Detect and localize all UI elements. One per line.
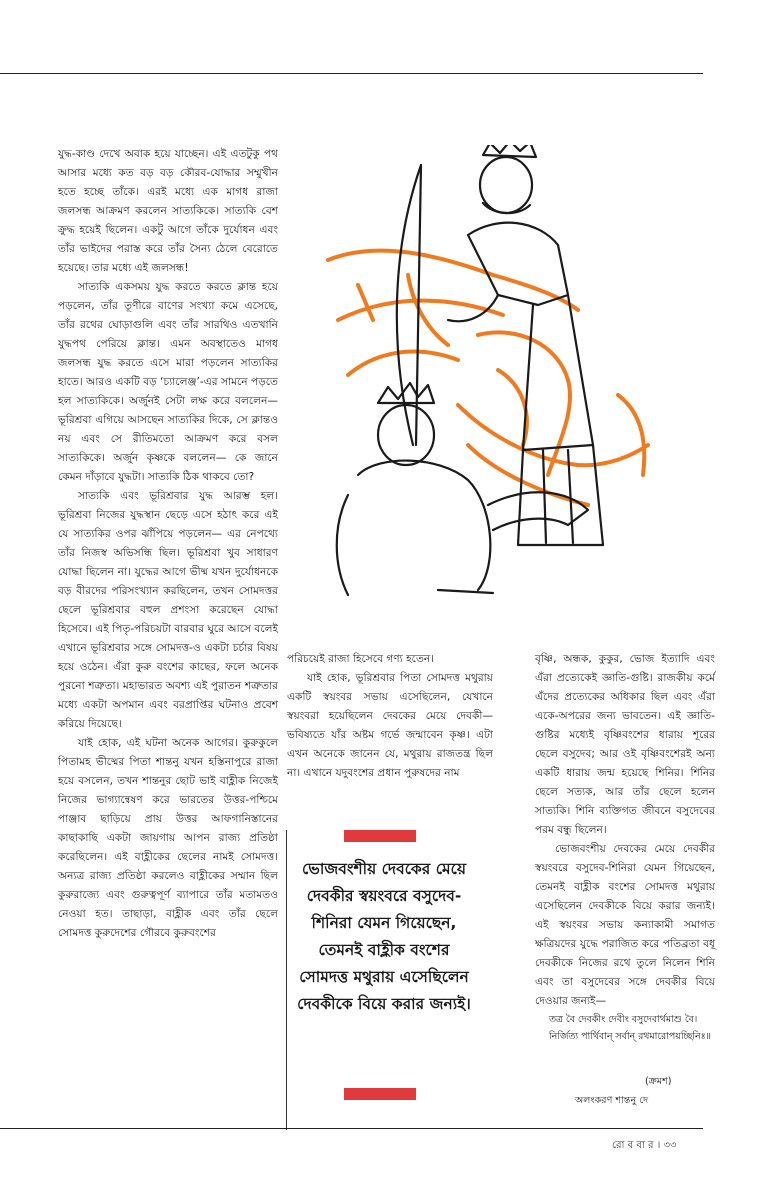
pull-quote-divider [286,830,287,1130]
article-column-3 [535,650,715,1045]
sanskrit-verse-line: নির্জিত্য পার্থিবান্‌ সর্বান্‌ রথমারোপয়চ্ছিনিঃ॥ [549,1031,711,1042]
pull-quote [286,830,474,1130]
paragraph: যাই হোক, এই ঘটনা অনেক আগের। কুরুকুলে পিতামহ ভীষ্মের পিতা শান্তনু যখন হস্তিনাপুরে রাজা হয়ে বসলেন, তখন শান্তনুর ছোট ভাই বাহ্লীক নিজেই নিজের ভাগ্যান্বেষণ করে ভারতের উত্তর-পশ্চিমে পাঞ্জাব ছাড়িয়ে প্রায় উত্তর আফগানিস্তানের কাছাকাছি একটা জায়গায় আপন রাজ্য প্রতিষ্ঠা করেছিলেন। এই বাহ্লীকের ছেলের নামই সোমদত্ত। অন্যত্র রাজ্য প্রতিষ্ঠা করলেও বাহ্লীকের সম্মান ছিল কুরুরাজ্যে এবং গুরুত্বপূর্ণ ব্যাপারে তাঁর মতামতও নেওয়া হত। তাছাড়া, বাহ্লীক এবং তাঁর ছেলে সোমদত্ত কুরুদেশের গৌরবে কুরুবংশের [58,737,278,939]
article-column-2 [287,650,493,783]
page-footer: রো ব বা র । ৩৩ [612,1140,677,1151]
pull-quote-accent-bar-top [344,830,416,842]
bottom-rule [0,1128,703,1129]
paragraph: বৃষ্ণি, অন্ধক, কুকুর, ভোজ ইত্যাদি এবং এঁরা প্রত্যেকেই জ্ঞাতি-গুষ্টি। রাজকীয় কর্মে এঁদের প্রত্যেকের অধিকার ছিল এবং এঁরা একে-অপরের জন্য ভাবতেন। এই জ্ঞাতি-গুষ্টির মধ্যেই বৃষ্ণিবংশের ধারায় শূরের ছেলে বসুদেব; আর ওই বৃষ্ণিবংশেরই অন্য একটি ধারায় জন্ম হয়েছে শিনির। শিনির ছেলে সত্যক, আর তাঁর ছেলে হলেন সাত্যকি। শিনি ব্যক্তিগত জীবনে বসুদেবের পরম বন্ধু ছিলেন। [535,653,715,836]
top-rule [0,73,703,74]
pull-quote-text: ভোজবংশীয় দেবকের মেয়ে দেবকীর স্বয়ংবরে বসুদেব-শিনিরা যেমন গিয়েছেন, তেমনই বাহ্লীক বংশের সোমদত্ত মথুরায় এসেছিলেন দেবকীকে বিয়ে করার জন্যই। [297,860,471,1013]
paragraph: যুদ্ধ-কাণ্ড দেখে অবাক হয়ে যাচ্ছেন। এই এতটুকু পথ আসার মধ্যে কত বড় বড় কৌরব-যোদ্ধার সম্মুখীন হতে হচ্ছে তাঁকে। এরই মধ্যে এক মাগধ রাজা জলসন্ধ আক্রমণ করলেন সাত্যকিকে। সাত্যকি বেশ ক্রুদ্ধ হয়েই ছিলেন। একটু আগে তাঁকে দুর্যোধন এবং তাঁর ভাইদের পরাস্ত করে তাঁর সৈন্য ঠেলে বেরোতে হয়েছে। তার মধ্যে এই জলসন্ধ! [58,148,278,274]
paragraph: ভোজবংশীয় দেবকের মেয়ে দেবকীর স্বয়ংবরে বসুদেব-শিনিরা যেমন গিয়েছেন, তেমনই বাহ্লীক বংশের সোমদত্ত মথুরায় এসেছিলেন দেবকীকে বিয়ে করার জন্যই। এই স্বয়ংবর সভায় কন্যাকামী সমাগত ক্ষত্রিয়দের যুদ্ধে পরাজিত করে পতিব্রতা বধূ দেবকীকে নিজের রথে তুলে নিলেন শিনি এবং তা বসুদেবের সঙ্গে দেবকীর বিয়ে দেওয়ার জন্যই— [535,843,715,1007]
article-column-1 [58,145,278,943]
artist-credit: অলংকরণ শান্তনু দে [575,1095,649,1106]
paragraph: পরিচয়েই রাজা হিসেবে গণ্য হতেন। [287,653,435,665]
sanskrit-verse-line: তত্র বৈ দেবকীং দেবীং বসুদেবার্থমাশু বৈ। [549,1014,698,1025]
paragraph: সাত্যকি এবং ভূরিশ্রবার যুদ্ধ আরম্ভ হল। ভূরিশ্রবা নিজের যুদ্ধস্থান ছেড়ে এসে হঠাৎ করে এই যে সাত্যকির ওপর ঝাঁপিয়ে পড়লেন— এর নেপথ্যে তাঁর নিজস্ব অভিসন্ধি ছিল। ভূরিশ্রবা খুব সাধারণ যোদ্ধা ছিলেন না। যুদ্ধের আগে ভীষ্ম যখন দুর্যোধনকে বড় বীরদের পরিসংখ্যান করছিলেন, তখন সোমদত্তর ছেলে ভূরিশ্রবার বহুল প্রশংসা করেছেন যোদ্ধা হিসেবে। এই পিতৃ-পরিচয়টা বারবার ঘুরে আসে বলেই এখানে ভূরিশ্রবার সঙ্গে সোমদত্ত-ও একটা চর্চার বিষয় হয়ে ওঠেন। এঁরা কুরু বংশের কাছের, ফলে অনেক পুরনো শত্রুতা। মহাভারত অবশ্য এই পুরাতন শত্রুতার মধ্যে একটা অপমান এবং বরপ্রাপ্তির ঘটনাও প্রবেশ করিয়ে দিয়েছে। [58,490,278,730]
serial-note: (ক্রমশ) [645,1076,672,1087]
paragraph: সাত্যকি একসময় যুদ্ধ করতে করতে ক্লান্ত হয়ে পড়লেন, তাঁর তূণীরে বাণের সংখ্যা কমে এসেছে, তাঁর রথের ঘোড়াগুলি এবং তাঁর সারথিও এতখানি যুদ্ধপথ পেরিয়ে ক্লান্ত। এমন অবস্থাতেও মাগধ জলসন্ধ যুদ্ধ করতে এসে মারা পড়লেন সাত্যকির হাতে। আরও একটি বড় ‘চ্যালেঞ্জ’-এর সামনে পড়তে হল সাত্যকিকে। অর্জুনই সেটা লক্ষ করে বললেন— ভূরিশ্রবা এগিয়ে আসছেন সাত্যকির দিকে, সে ক্লান্তও নয় এবং সে রীতিমতো আক্রমণ করে বসল সাত্যকিকে। অর্জুন কৃষ্ণকে বললেন— কে জানে কেমন দাঁড়াবে যুদ্ধটা। সাত্যকি ঠিক থাকবে তো? [58,281,278,483]
paragraph: যাই হোক, ভূরিশ্রবার পিতা সোমদত্ত মথুরায় একটি স্বয়ংবর সভায় এসেছিলেন, যেখানে স্বয়ংবরা হয়েছিলেন দেবকের মেয়ে দেবকী— ভবিষ্যতে যাঁর অষ্টম গর্ভে জন্মাবেন কৃষ্ণ। এটা এখন অনেকে জানেন যে, মথুরায় রাজতন্ত্র ছিল না। এখানে যদুবংশের প্রধান পুরুষদের নাম [287,672,493,779]
pull-quote-accent-bar-bottom [344,1088,416,1100]
illustration-warriors-elephant [318,145,678,615]
